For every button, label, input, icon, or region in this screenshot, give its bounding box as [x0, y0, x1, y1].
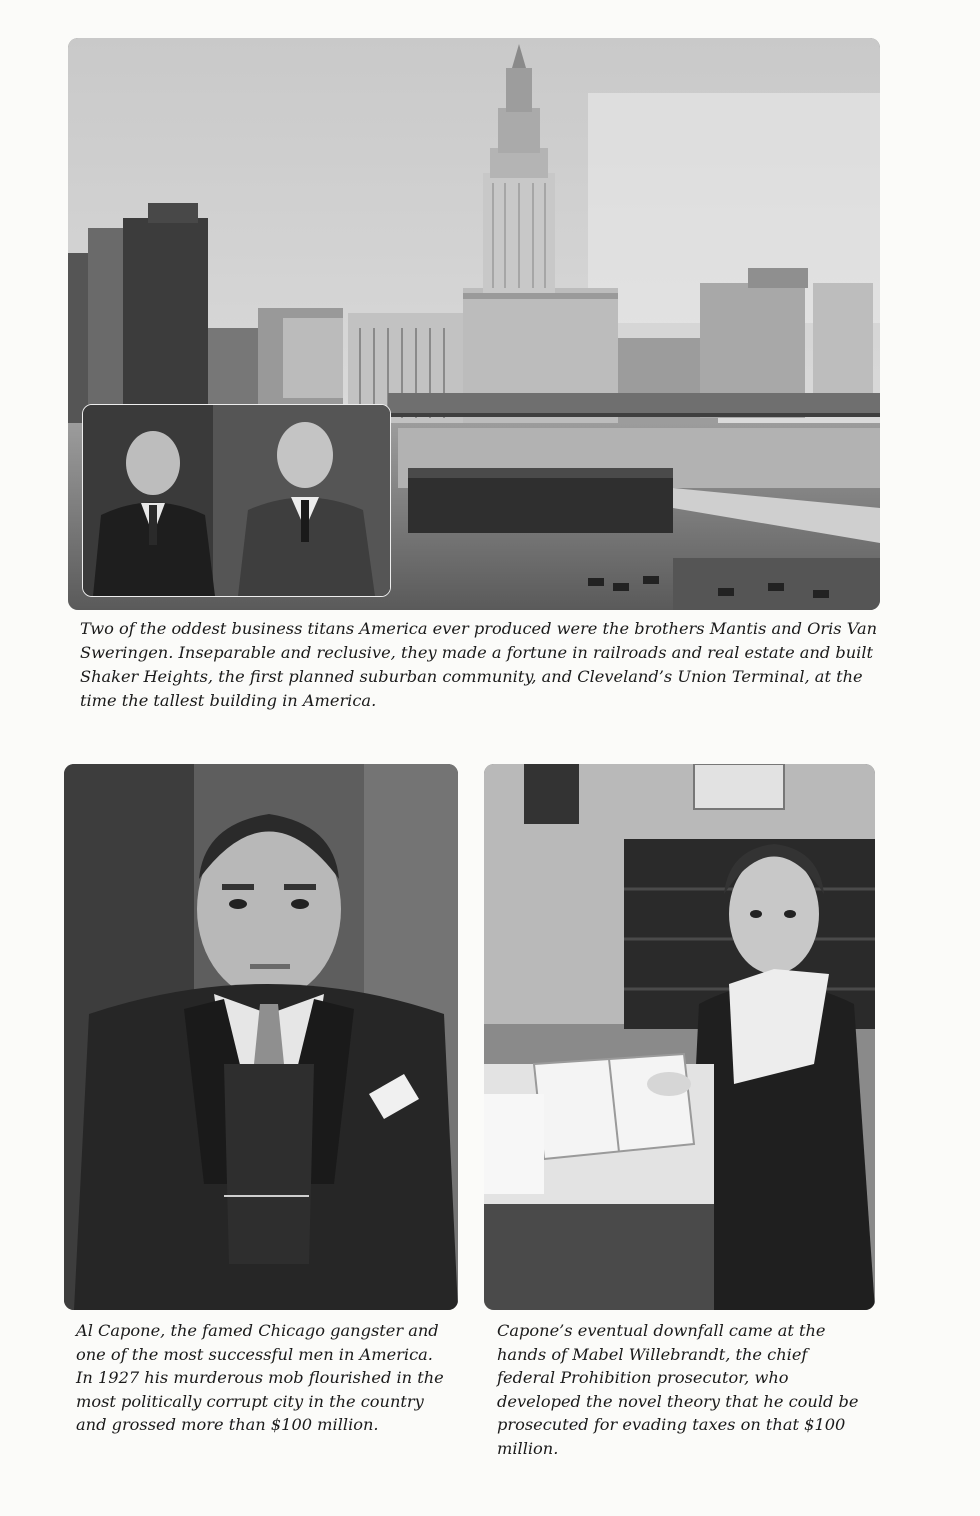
willebrandt-caption: Capone’s eventual downfall came at the hands of Mabel Willebrandt, the chief federal Prohibition prosecutor, who developed the novel theory that he could be prosecuted for evading taxes on that $100 million. — [497, 1321, 859, 1458]
van-sweringen-brothers-inset — [82, 404, 391, 597]
capone-caption: Al Capone, the famed Chicago gangster and one of the most successful men in America. In 1927 his murderous mob flourished in the most politically corrupt city in the country and grossed more than $100 million. — [76, 1321, 444, 1434]
al-capone-photo — [64, 764, 458, 1310]
capone-portrait-illustration — [64, 764, 458, 1310]
skyline-caption: Two of the oddest business titans America ever produced were the brothers Mantis and Oris Van Sweringen. Inseparable and reclusive, they made a fortune in railroads and real estate and built Shaker Heights, the first planned suburban community, and Cleveland’s Union Terminal, at the time the tallest building in America. — [80, 619, 878, 710]
willebrandt-portrait-illustration — [484, 764, 875, 1310]
brothers-portrait-illustration — [83, 405, 390, 596]
mabel-willebrandt-photo — [484, 764, 875, 1310]
